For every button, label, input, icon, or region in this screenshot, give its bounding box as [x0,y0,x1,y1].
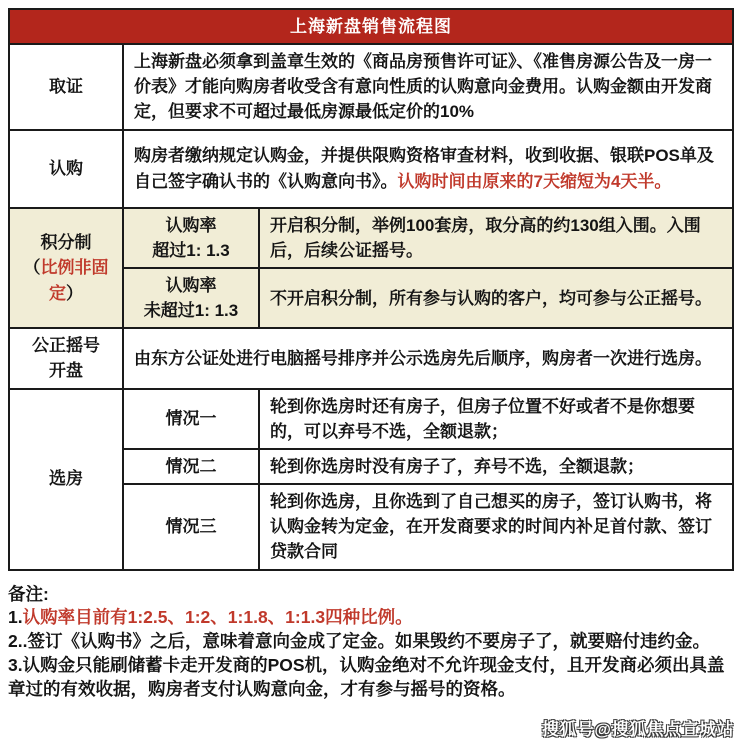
row-label-jifenzhi [9,208,123,329]
row-label-rengou: 认购 [9,130,123,208]
rengou-text-black: 购房者缴纳规定认购金，并提供限购资格审查材料，收到收据、银联POS单及自己签字确认书的《认购意向书》。 [134,146,714,191]
row-label-quzheng: 取证 [9,44,123,129]
case2-condition-line1: 认购率 [165,275,217,295]
case1-condition-line2: 超过1: 1.3 [152,240,230,260]
row-label-gongzheng [9,328,123,388]
table-title: 上海新盘销售流程图 [9,9,733,44]
row-text-rengou [123,130,733,208]
notes-section [8,583,732,703]
watermark: 搜狐号@搜狐焦点宣城站 [541,720,734,739]
note-item-1 [8,606,732,630]
rengou-text-red: 认购时间由原来的7天缩短为4天半。 [397,171,672,191]
xuanfang-case1-text: 轮到你选房时还有房子，但房子位置不好或者不是你想要的，可以弃号不选，全额退款； [259,389,733,449]
note1-prefix: 1. [8,607,23,628]
gongzheng-label-line1: 公正摇号 [32,336,100,356]
jifenzhi-case2-text: 不开启积分制，所有参与认购的客户，均可参与公正摇号。 [259,268,733,328]
xuanfang-case3-label: 情况三 [123,484,259,569]
row-text-quzheng: 上海新盘必须拿到盖章生效的《商品房预售许可证》、《准售房源公告及一房一价表》才能向购房者收受含有意向性质的认购意向金费用。认购金额由开发商定，但要求不可超过最低房源最低定价的10% [123,44,733,129]
gongzheng-label-line2: 开盘 [49,361,83,381]
jifenzhi-paren-open: （ [23,258,41,278]
jifenzhi-case1-text: 开启积分制，举例100套房，取分高的约130组入围。入围后，后续公证摇号。 [259,208,733,268]
case1-condition-line1: 认购率 [165,215,217,235]
jifenzhi-case2-condition [123,268,259,328]
xuanfang-case3-text: 轮到你选房，且你选到了自己想买的房子，签订认购书，将认购金转为定金，在开发商要求的时间内补足首付款、签订贷款合同 [259,484,733,569]
xuanfang-case2-text: 轮到你选房时没有房子了，弃号不选，全额退款； [259,449,733,484]
jifenzhi-case1-condition [123,208,259,268]
row-label-xuanfang: 选房 [9,389,123,570]
row-text-gongzheng: 由东方公证处进行电脑摇号排序并公示选房先后顺序，购房者一次进行选房。 [123,328,733,388]
notes-heading: 备注: [8,583,49,604]
jifenzhi-label-red: 比例非固定 [40,258,109,303]
sales-flow-table [8,8,734,571]
case2-condition-line2: 未超过1: 1.3 [143,301,239,321]
note-item-3: 3.认购金只能刷储蓄卡走开发商的POS机，认购金绝对不允许现金支付，且开发商必须出具盖章过的有效收据，购房者支付认购意向金，才有参与摇号的资格。 [8,655,725,700]
jifenzhi-paren-close: ） [66,283,83,303]
jifenzhi-label-line2 [20,255,112,305]
xuanfang-case1-label: 情况一 [123,389,259,449]
xuanfang-case2-label: 情况二 [123,449,259,484]
jifenzhi-label-line1: 积分制 [40,233,92,253]
note1-red-text: 认购率目前有1:2.5、1:2、1:1.8、1:1.3四种比例。 [22,607,413,628]
note-item-2: 2..签订《认购书》之后，意味着意向金成了定金。如果毁约不要房子了，就要赔付违约金。 [8,631,710,652]
